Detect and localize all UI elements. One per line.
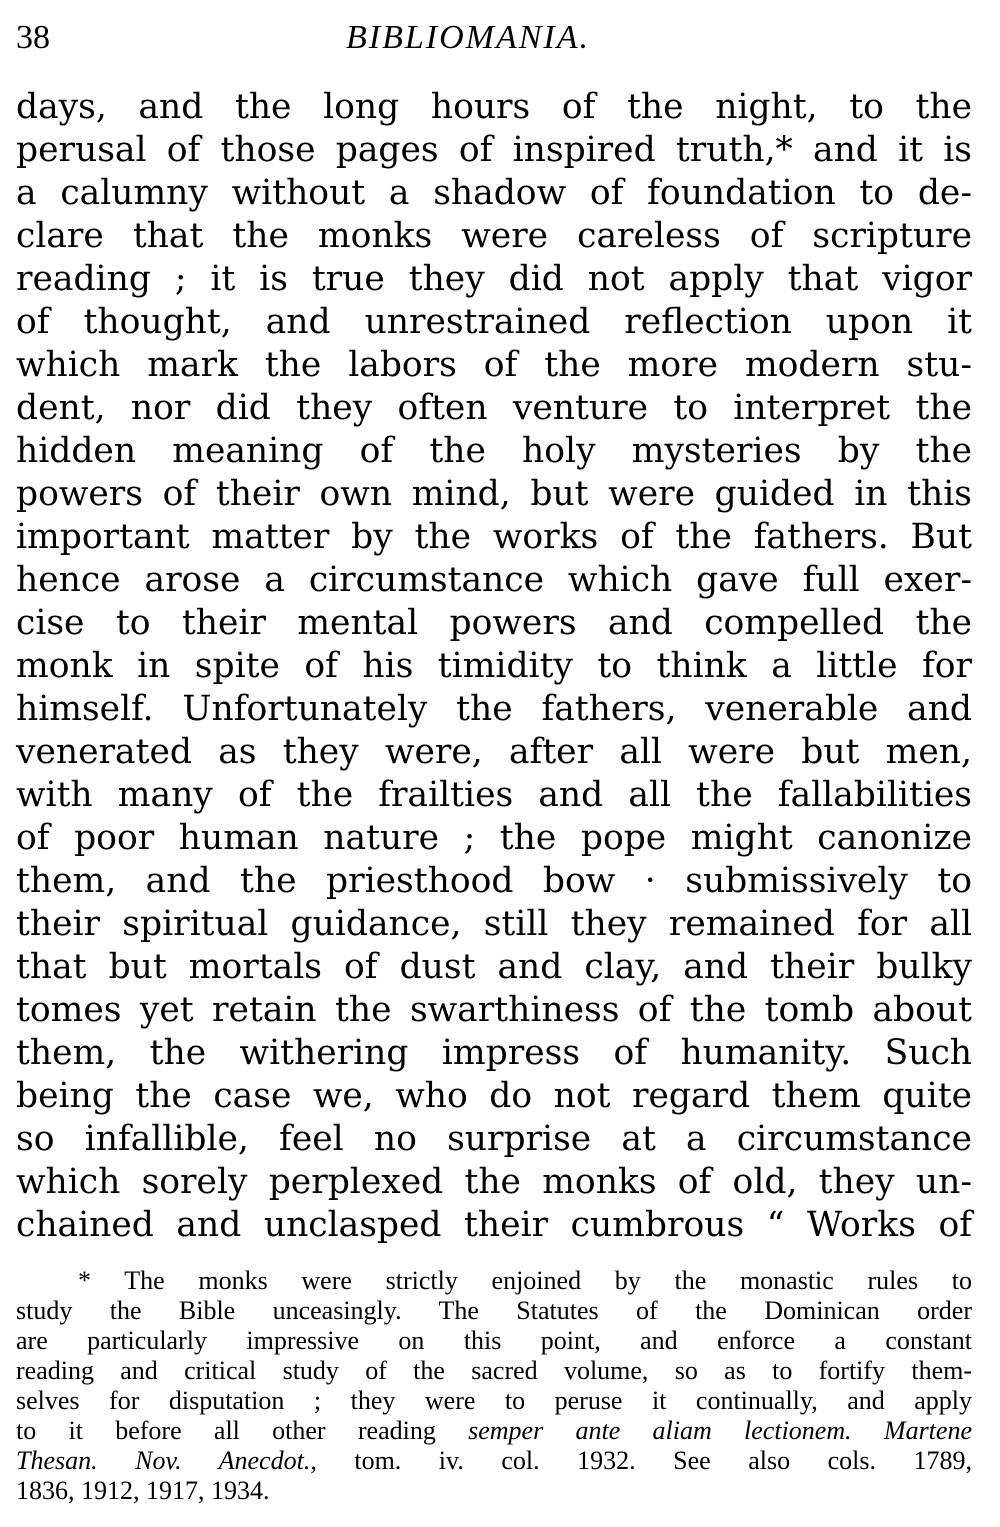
footnote-line: reading and critical study of the sacred volume, so as to fortify them- bbox=[16, 1356, 972, 1385]
footnote-gap bbox=[852, 1416, 884, 1445]
body-line: clare that the monks were careless of scripture bbox=[16, 216, 972, 256]
body-line: perusal of those pages of inspired truth,* and it is bbox=[16, 130, 972, 170]
footnote-line: are particularly impressive on this point, and enforce a constant bbox=[16, 1326, 972, 1355]
body-line: a calumny without a shadow of foundation to de- bbox=[16, 173, 972, 213]
footnote-latin-quote: semper ante aliam lectionem. bbox=[468, 1416, 852, 1445]
body-line: chained and unclasped their cumbrous “ Works of bbox=[16, 1205, 972, 1245]
footnote-line: * The monks were strictly enjoined by the monastic rules to bbox=[78, 1266, 972, 1295]
body-line: which mark the labors of the more modern stu- bbox=[16, 345, 972, 385]
body-line: with many of the frailties and all the fallabilities bbox=[16, 775, 972, 815]
footnote-source-rest: tom. iv. col. 1932. See also cols. 1789, bbox=[316, 1446, 972, 1475]
body-line: their spiritual guidance, still they remained for all bbox=[16, 904, 972, 944]
body-line: powers of their own mind, but were guided in this bbox=[16, 474, 972, 514]
body-line: monk in spite of his timidity to think a little for bbox=[16, 646, 972, 686]
footnote-line-source bbox=[16, 1446, 972, 1476]
body-line: of thought, and unrestrained reflection upon it bbox=[16, 302, 972, 342]
body-line: important matter by the works of the fathers. But bbox=[16, 517, 972, 557]
body-line: hidden meaning of the holy mysteries by the bbox=[16, 431, 972, 471]
body-text bbox=[16, 86, 972, 1247]
book-page bbox=[16, 0, 972, 1527]
footnote-line-citation bbox=[16, 1416, 972, 1446]
footnote-source-title: Thesan. Nov. Anecdot., bbox=[16, 1446, 317, 1475]
running-title: BIBLIOMANIA. bbox=[346, 19, 591, 56]
body-line: that but mortals of dust and clay, and their bulky bbox=[16, 947, 972, 987]
footnote-author: Martene bbox=[883, 1416, 972, 1445]
body-line: days, and the long hours of the night, to the bbox=[16, 87, 972, 127]
body-line: tomes yet retain the swarthiness of the tomb about bbox=[16, 990, 972, 1030]
page-number: 38 bbox=[16, 19, 50, 56]
footnote-line: selves for disputation ; they were to peruse it continually, and apply bbox=[16, 1386, 972, 1415]
body-line: so infallible, feel no surprise at a circumstance bbox=[16, 1119, 972, 1159]
footnote-line: 1836, 1912, 1917, 1934. bbox=[16, 1476, 270, 1505]
body-line: being the case we, who do not regard them quite bbox=[16, 1076, 972, 1116]
body-line: hence arose a circumstance which gave full exer- bbox=[16, 560, 972, 600]
body-line: cise to their mental powers and compelled the bbox=[16, 603, 972, 643]
body-line: dent, nor did they often venture to interpret the bbox=[16, 388, 972, 428]
footnote-lead-text: to it before all other reading bbox=[16, 1416, 469, 1445]
body-line: them, the withering impress of humanity. Such bbox=[16, 1033, 972, 1073]
body-line: of poor human nature ; the pope might canonize bbox=[16, 818, 972, 858]
body-line: reading ; it is true they did not apply that vigor bbox=[16, 259, 972, 299]
body-line: them, and the priesthood bow · submissively to bbox=[16, 861, 972, 901]
body-line: venerated as they were, after all were but men, bbox=[16, 732, 972, 772]
body-line: himself. Unfortunately the fathers, venerable and bbox=[16, 689, 972, 729]
footnote-line: study the Bible unceasingly. The Statutes of the Dominican order bbox=[16, 1296, 972, 1325]
body-line: which sorely perplexed the monks of old, they un- bbox=[16, 1162, 972, 1202]
footnote bbox=[16, 1266, 972, 1506]
running-head bbox=[16, 0, 972, 62]
